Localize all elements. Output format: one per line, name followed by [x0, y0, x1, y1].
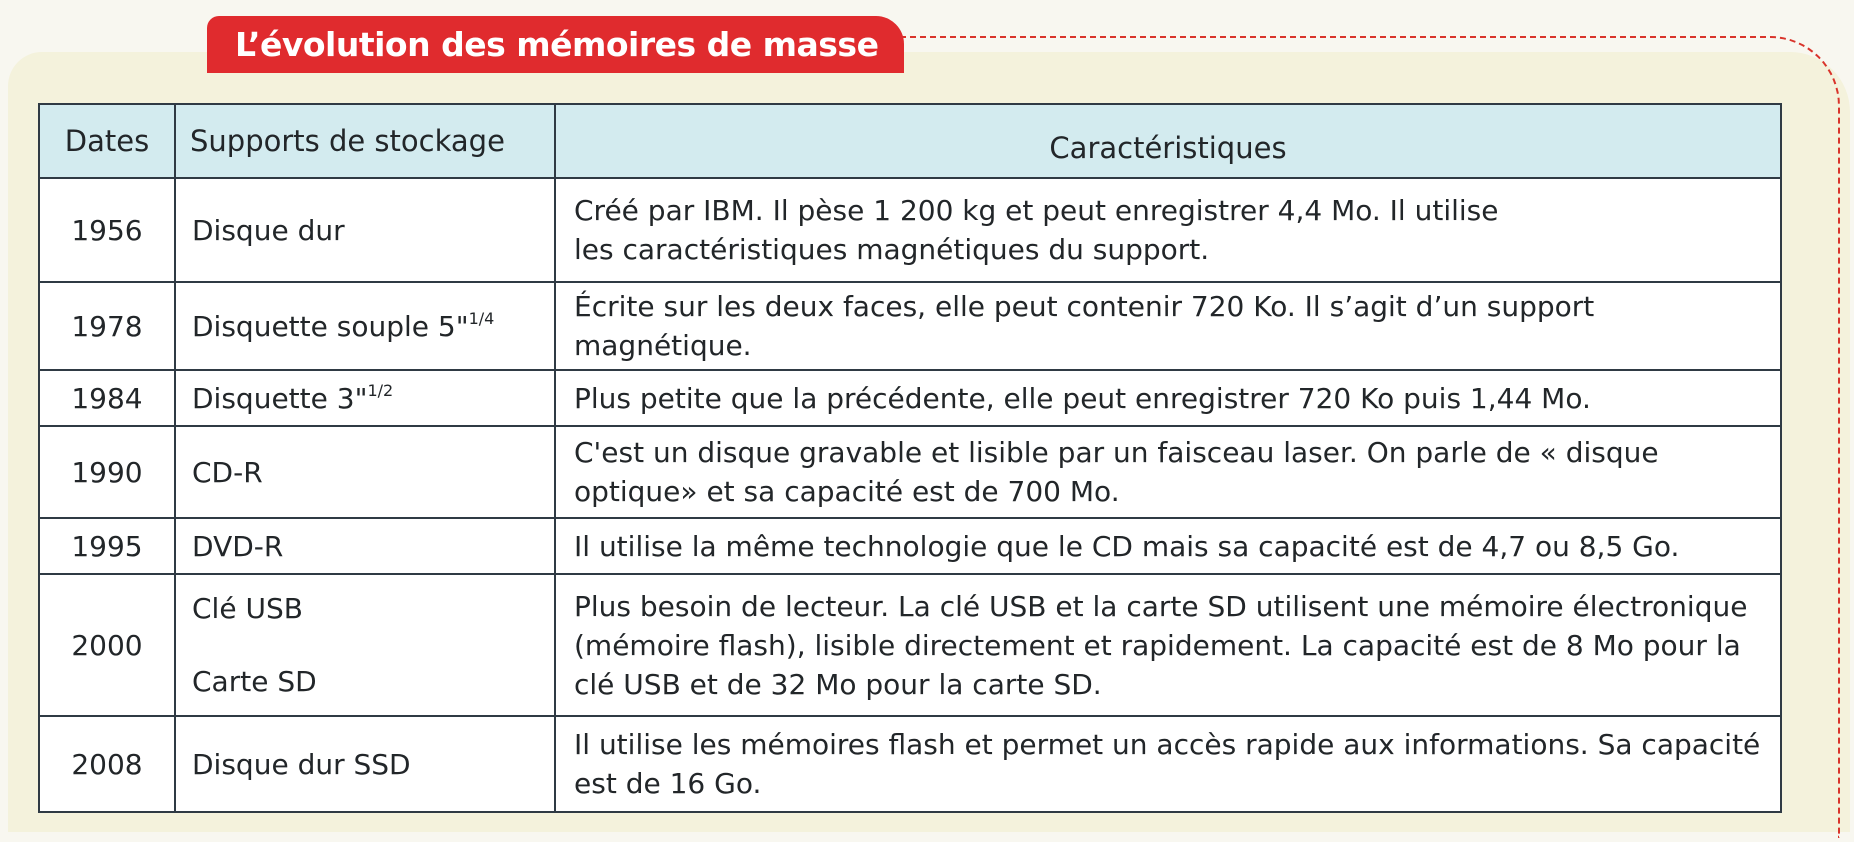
row-support: Disque dur SSD: [175, 716, 555, 812]
row-date: 1995: [39, 518, 175, 574]
table-row: [39, 282, 1781, 370]
description-line: Créé par IBM. Il pèse 1 200 kg et peut enregistrer 4,4 Mo. Il utilise: [574, 194, 1499, 227]
description-line: (mémoire flash), lisible directement et rapidement. La capacité est de 8 Mo pour la: [574, 628, 1741, 662]
row-description: [555, 178, 1781, 282]
row-support: [175, 370, 555, 426]
support-fraction: 1/2: [367, 380, 394, 400]
row-description: Il utilise la même technologie que le CD mais sa capacité est de 4,7 ou 8,5 Go.: [555, 518, 1781, 574]
row-description: Plus petite que la précédente, elle peut enregistrer 720 Ko puis 1,44 Mo.: [555, 370, 1781, 426]
support-label: Disquette souple 5": [192, 309, 469, 343]
row-support: [175, 574, 555, 716]
support-fraction: 1/4: [468, 308, 495, 328]
row-date: 1956: [39, 178, 175, 282]
support-label: Disquette 3": [192, 381, 368, 415]
description-line: Il utilise les mémoires flash et permet un accès rapide aux informations. Sa capacité: [574, 728, 1761, 761]
description-line: optique» et sa capacité est de 700 Mo.: [574, 475, 1120, 508]
row-description: Écrite sur les deux faces, elle peut contenir 720 Ko. Il s’agit d’un support magnétique.: [555, 282, 1781, 370]
row-date: 1990: [39, 426, 175, 518]
row-support: Disque dur: [175, 178, 555, 282]
table-row: [39, 574, 1781, 716]
table-row: [39, 178, 1781, 282]
row-date: 1984: [39, 370, 175, 426]
header-supports: Supports de stockage: [175, 104, 555, 178]
description-line: Plus besoin de lecteur. La clé USB et la carte SD utilisent une mémoire électronique: [574, 589, 1748, 623]
header-caracteristiques: Caractéristiques: [555, 104, 1781, 178]
table-row: [39, 370, 1781, 426]
support-label: Carte SD: [192, 665, 317, 698]
storage-evolution-table: [38, 103, 1782, 813]
support-spacer: [192, 628, 536, 662]
table-row: [39, 518, 1781, 574]
row-support: [175, 282, 555, 370]
row-description: [555, 426, 1781, 518]
header-dates: Dates: [39, 104, 175, 178]
row-support: CD-R: [175, 426, 555, 518]
description-line: clé USB et de 32 Mo pour la carte SD.: [574, 667, 1102, 701]
row-support: DVD-R: [175, 518, 555, 574]
row-date: 2000: [39, 574, 175, 716]
support-label: Clé USB: [192, 592, 303, 625]
description-line: C'est un disque gravable et lisible par un faisceau laser. On parle de « disque: [574, 436, 1659, 469]
description-line: est de 16 Go.: [574, 767, 762, 800]
row-date: 2008: [39, 716, 175, 812]
description-line: les caractéristiques magnétiques du support.: [574, 233, 1210, 266]
table-header-row: [39, 104, 1781, 178]
section-title: L’évolution des mémoires de masse: [207, 16, 904, 73]
table-row: [39, 426, 1781, 518]
table-row: [39, 716, 1781, 812]
row-description: [555, 574, 1781, 716]
row-date: 1978: [39, 282, 175, 370]
row-description: [555, 716, 1781, 812]
